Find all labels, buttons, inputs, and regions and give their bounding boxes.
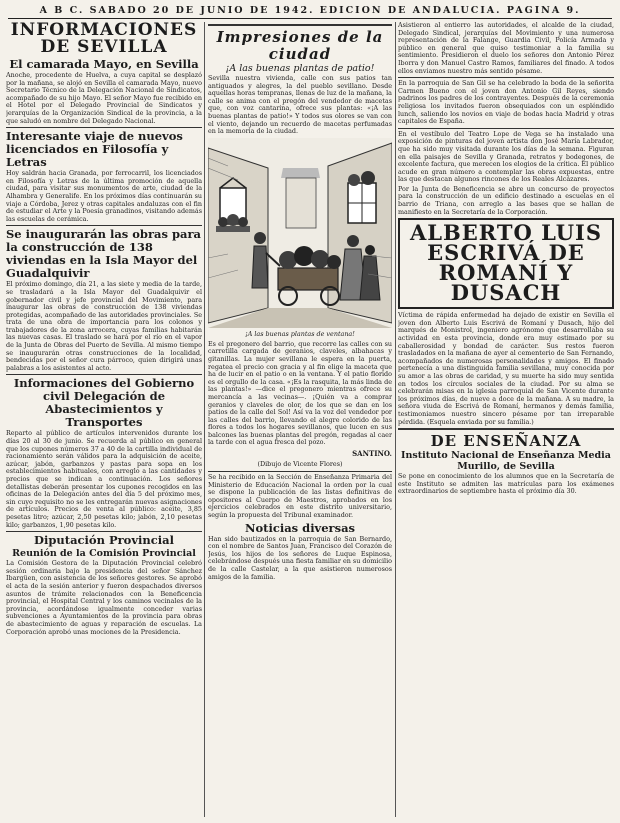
article-body: Sevilla nuestra vivienda, calle con sus patios tan antiguados y alegres, la del pueblo sevillano. Desde aquellas horas tempranas, llenas de luz de la mañana, la calle se anima con el pregón del vendedor de macetas que, con voz cantarina, ofrece sus plantas: «¡A las buenas plantas de patio!» Y todos sus olores se van con el viento, dejando un recuerdo de macetas perfumadas en la memoria de la ciudad.: [208, 74, 392, 136]
divider: [208, 471, 392, 472]
article-body: Se ha recibido en la Sección de Enseñanza Primaria del Ministerio de Educación Nacional la orden por la cual se dispone la publicación de las listas definitivas de opositores al Cuerpo de Maestros, aprobados en los ejercicios celebrados en este distrito universitario, según la propuesta del Tribunal examinador.: [208, 473, 392, 520]
article-heading: Informaciones del Gobierno civil Delegación de Abastecimientos y Transportes: [13, 376, 195, 430]
article-body: Asistieron al entierro las autoridades, el alcalde de la ciudad, Delegado Sindical, jerarquías del Movimiento y una numerosa representación de la Falange, Guardia Civil, Policía Armada y público en general que quiso testimoniar a la familia su sentimiento. Presidieron el duelo los señores don Antonio Pérez Iborra y don Manuel Castro Ramos, familiares del finado. A todos ellos enviamos nuestro más sentido pésame.: [398, 22, 614, 75]
column-left: [6, 22, 202, 819]
article-body: La Comisión Gestora de la Diputación Provincial celebró sesión ordinaria bajo la presidencia del señor Sánchez Ibargüen, con asistencia de los señores gestores. Se aprobó el acta de la sesión anterior y fueron despachados diversos asuntos de trámite relacionados con la Beneficencia provincial, el Hospital Central y los caminos vecinales de la provincia, acordándose igualmente conceder varias subvenciones a Ayuntamientos de la provincia para obras de abastecimiento de aguas y reparación de escuelas. La Corporación aprobó unas mociones de la Presidencia.: [6, 559, 202, 636]
article-heading: Se inaugurarán las obras para la construcción de 138 viviendas en la Isla Mayor del Guadalquivir: [6, 227, 201, 281]
illustration-caption: ¡A las buenas plantas de ventana!: [245, 329, 355, 338]
obituary-box: [398, 218, 614, 309]
article-signature: SANTINO.: [352, 449, 392, 459]
article-subheading: ¡A las buenas plantas de patio!: [225, 63, 375, 74]
article-body: Reparto al público de artículos intervenidos durante los días 20 al 30 de junio. Se recuerda al público en general que los cupones números 37 a 40 de la cartilla individual de racionamiento serán válidos para la adquisición de aceite, azúcar, jabón, garbanzos y pastas para sopa en los establecimientos habituales, con arreglo a las cantidades y precios que se indican a continuación. Los señores detallistas deberán presentar los cupones recogidos en las oficinas de la Delegación antes del día 5 del próximo mes, sin cuyo requisito no se les entregarán nuevas asignaciones de artículos. Precios de venta al público: aceite, 3,85 pesetas litro; azúcar, 2,50 pesetas kilo; jabón, 2,10 pesetas kilo; garbanzos, 1,90 pesetas kilo.: [6, 429, 202, 529]
divider: [6, 225, 202, 226]
article-heading: Noticias diversas: [244, 520, 356, 535]
article-body: Hoy saldrán hacia Granada, por ferrocarril, los licenciados en Filosofía y Letras de la última promoción de aquella ciudad, para visitar sus monumentos de arte, ciudad de la Alhambra y Generalife. En los próximos días continuarán su viaje a Córdoba, Jerez y otras capitales andaluzas con el fin de estudiar el Arte y la Poesía granadinos, visitando además las escuelas de cerámica.: [6, 169, 202, 223]
street-illustration: [208, 138, 392, 328]
divider: [6, 374, 202, 375]
article-body: Es el pregonero del barrio, que recorre las calles con su carretilla cargada de geranios, claveles, albahacas y gitanillas. La mujer sevillana le espera en la puerta, regatea el precio con gracia y al fin elige la maceta que ha de lucir en el patio o en la ventana. Y el patio florido es el orgullo de la casa. «¡Es la rasquita, la más linda de las plantas!» —dice el pregonero mientras ofrece su mercancía a las vecinas—. ¡Quién va a comprar geranios y claveles de olor, de los que se dan en los patios de la calle del Sol! Así va la voz del vendedor por las calles del barrio, llevando el alegre colorido de las flores a todos los hogares sevillanos, que lucen en sus balcones las buenas plantas del pregón, regadas al caer la tarde con el agua fresca del pozo.: [208, 339, 392, 447]
article-heading: Interesante viaje de nuevos licenciados en Filosofía y Letras: [6, 129, 183, 170]
article-body: En la parroquia de San Gil se ha celebrado la boda de la señorita Carmen Bueno con el joven don Antonio Gil Reyes, siendo padrinos los padres de los contrayentes. Después de la ceremonia religiosa los invitados fueron obsequiados con un espléndido lunch, saliendo los novios en viaje de bodas hacia Madrid y otras capitales de España.: [398, 79, 614, 126]
article-body: El próximo domingo, día 21, a las siete y media de la tarde, se trasladará a la Isla Mayor del Guadalquivir el gobernador civil y jefe provincial del Movimiento, para inaugurar las obras de construcción de 138 viviendas protegidas, acompañado de las autoridades provinciales. Se trata de una obra de importancia para los colonos y trabajadores de la zona arrocera, cuyas familias habitarán las nuevas casas. El traslado se hará por el río en el vapor de la Junta de Obras del Puerto de Sevilla. Al mismo tiempo se inaugurarán otras construcciones de la localidad, bendecidas por el señor cura párroco, quien dirigirá unas palabras a los asistentes al acto.: [6, 280, 202, 372]
illustration-credit: (Dibujo de Vicente Flores): [257, 460, 343, 469]
section-title: Impresiones de la ciudad: [216, 28, 384, 63]
column-middle: [208, 22, 392, 819]
page-header: A B C. SABADO 20 DE JUNIO DE 1942. EDICION DE ANDALUCIA. PAGINA 9.: [8, 5, 612, 19]
divider: [208, 24, 392, 26]
article-heading: El camarada Mayo, en Sevilla: [9, 57, 199, 71]
article-body: Han sido bautizados en la parroquia de San Bernardo, con el nombre de Santos Juan, Francisco del Corazón de Jesús, los hijos de los señores de Luque Espinosa, celebrándose después una fiesta familiar en su domicilio de la calle Castelar, a la que asistieron numerosos amigos de la familia.: [208, 534, 392, 581]
divider: [398, 428, 614, 430]
column-rule: [204, 22, 205, 817]
divider: [398, 128, 614, 129]
article-body: Víctima de rápida enfermedad ha dejado de existir en Sevilla el joven don Alberto Luis Escrivá de Romaní y Dusach, hijo del marqués de Monistrol, ingeniero agrónomo que desarrollaba su actividad en esta provincia, donde era muy estimado por su caballerosidad y bondad de carácter. Sus restos fueron trasladados en la mañana de ayer al cementerio de San Fernando, acompañados de numerosas personalidades y amigos. El finado pertenecía a una distinguida familia sevillana, muy conocida por su amor a las obras de caridad, y su muerte ha sido muy sentida en todos los círculos sociales de la ciudad. Por su alma se celebrarán misas en la iglesia parroquial de San Vicente durante los próximos días, de nueve a doce de la mañana. A su madre, la señora viuda de Escrivá de Romaní, hermanos y demás familia, testimoniamos nuestro sincero pésame por tan irreparable pérdida. (Esquela enviada por su familia.): [398, 311, 614, 426]
article-body: Se pone en conocimiento de los alumnos que en la Secretaría de este Instituto se admiten las matrículas para los exámenes extraordinarios de septiembre hasta el próximo día 30.: [398, 472, 614, 496]
article-body: Por la Junta de Beneficencia se abre un concurso de proyectos para la construcción de un edificio destinado a escuelas en el barrio de Triana, con arreglo a las bases que se hallan de manifiesto en la Secretaría de la Corporación.: [398, 184, 614, 216]
street-drawing: [208, 138, 392, 328]
divider: [6, 127, 202, 128]
article-subheading: Instituto Nacional de Enseñanza Media Murillo, de Sevilla: [401, 450, 611, 473]
column-right: [398, 22, 614, 819]
column-rule: [395, 22, 396, 817]
article-heading: Diputación Provincial: [34, 533, 174, 548]
article-subheading: Reunión de la Comisión Provincial: [12, 548, 196, 560]
article-body: Anoche, procedente de Huelva, a cuya capital se desplazó por la mañana, se alojó en Sevilla el camarada Mayo, nuevo Secretario Técnico de la Delegación Nacional de Sindicatos, acompañado de su hijo Mayo. El señor Mayo fue recibido en el Hotel por el Delegado Provincial de Sindicatos y jerarquías de la Organización Sindical de la provincia, a la que saludó en nombre del Delegado Nacional.: [6, 71, 202, 125]
obituary-title: ALBERTO LUIS ESCRIVÁ DE ROMANÍ Y DUSACH: [409, 220, 603, 306]
article-body: En el vestíbulo del Teatro Lope de Vega se ha instalado una exposición de pinturas del joven artista don José María Labrador, que ha sido muy visitada durante los días de la semana. Figuran en ella paisajes de Sevilla y Granada, retratos y bodegones, de excelente factura, que merecen los elogios de la crítica. El público acude en gran número a contemplar las obras expuestas, entre las que destacan algunos rincones de los Reales Alcázares.: [398, 129, 614, 184]
section-title: INFORMACIONES DE SEVILLA: [10, 22, 198, 57]
divider: [398, 77, 614, 78]
section-title: DE ENSEÑANZA: [430, 432, 582, 451]
divider: [6, 531, 202, 532]
